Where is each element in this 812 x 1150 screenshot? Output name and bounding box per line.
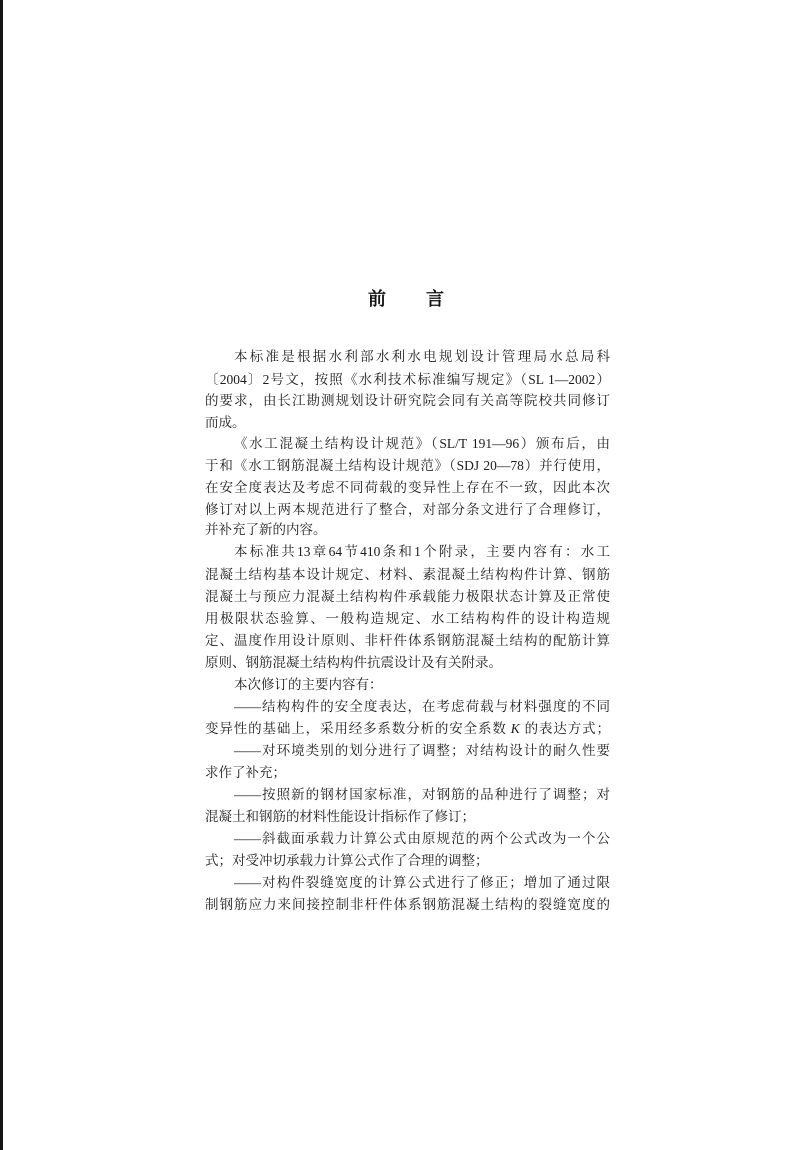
text-line: 本标准共13章64节410条和1个附录，主要内容有：水工 <box>234 544 610 559</box>
text-line: 《水工混凝土结构设计规范》（SL/T 191—96）颁布后，由 <box>234 436 610 451</box>
text-line: 修订对以上两本规范进行了整合，对部分条文进行了合理修订， <box>205 502 610 517</box>
text-line: 于和《水工钢筋混凝土结构设计规范》（SDJ 20—78）并行使用， <box>205 458 610 473</box>
revision-item-line: ——斜截面承载力计算公式由原规范的两个公式改为一个公 <box>234 831 610 846</box>
text-line: 的要求，由长江勘测规划设计研究院会同有关高等院校共同修订 <box>205 393 610 408</box>
revision-item-line <box>205 719 610 739</box>
revision-item-line: ——对环境类别的划分进行了调整；对结构设计的耐久性要 <box>234 743 610 758</box>
revisions-intro: 本次修订的主要内容有： <box>234 677 383 692</box>
text-line: 定、温度作用设计原则、非杆件体系钢筋混凝土结构的配筋计算 <box>205 633 610 648</box>
text-line: 用极限状态验算、一般构造规定、水工结构构件的设计构造规 <box>205 611 610 626</box>
page-left-edge <box>0 0 3 1150</box>
revision-item-line: 制钢筋应力来间接控制非杆件体系钢筋混凝土结构的裂缝宽度的 <box>205 897 610 912</box>
text-line: 混凝土结构基本设计规定、材料、素混凝土结构构件计算、钢筋 <box>205 567 610 582</box>
text-segment: 变异性的基础上，采用经多系数分析的安全系数 <box>205 721 507 736</box>
revision-item-line: 混凝土和钢筋的材料性能设计指标作了修订； <box>205 809 475 824</box>
revision-item-line: ——对构件裂缝宽度的计算公式进行了修正；增加了通过限 <box>234 875 610 890</box>
revision-item-line: 求作了补充； <box>205 765 286 780</box>
page-title: 前 言 <box>368 289 455 310</box>
revision-item-line: ——按照新的钢材国家标准，对钢筋的品种进行了调整；对 <box>234 787 610 802</box>
revision-item-line: ——结构构件的安全度表达，在考虑荷载与材料强度的不同 <box>234 699 610 714</box>
text-line: 而成。 <box>205 415 246 430</box>
text-line: 混凝土与预应力混凝土结构构件承载能力极限状态计算及正常使 <box>205 589 610 604</box>
text-line: 原则、钢筋混凝土结构构件抗震设计及有关附录。 <box>205 655 502 670</box>
text-line: 〔2004〕2号文，按照《水利技术标准编写规定》（SL 1—2002） <box>205 372 610 387</box>
text-line: 本标准是根据水利部水利水电规划设计管理局水总局科 <box>234 349 610 364</box>
text-segment: 的表达方式； <box>523 721 611 736</box>
safety-factor-symbol: K <box>510 721 520 736</box>
text-line: 在安全度表达及考虑不同荷载的变异性上存在不一致，因此本次 <box>205 480 610 495</box>
revision-item-line: 式；对受冲切承载力计算公式作了合理的调整； <box>205 853 489 868</box>
text-line: 并补充了新的内容。 <box>205 522 327 537</box>
